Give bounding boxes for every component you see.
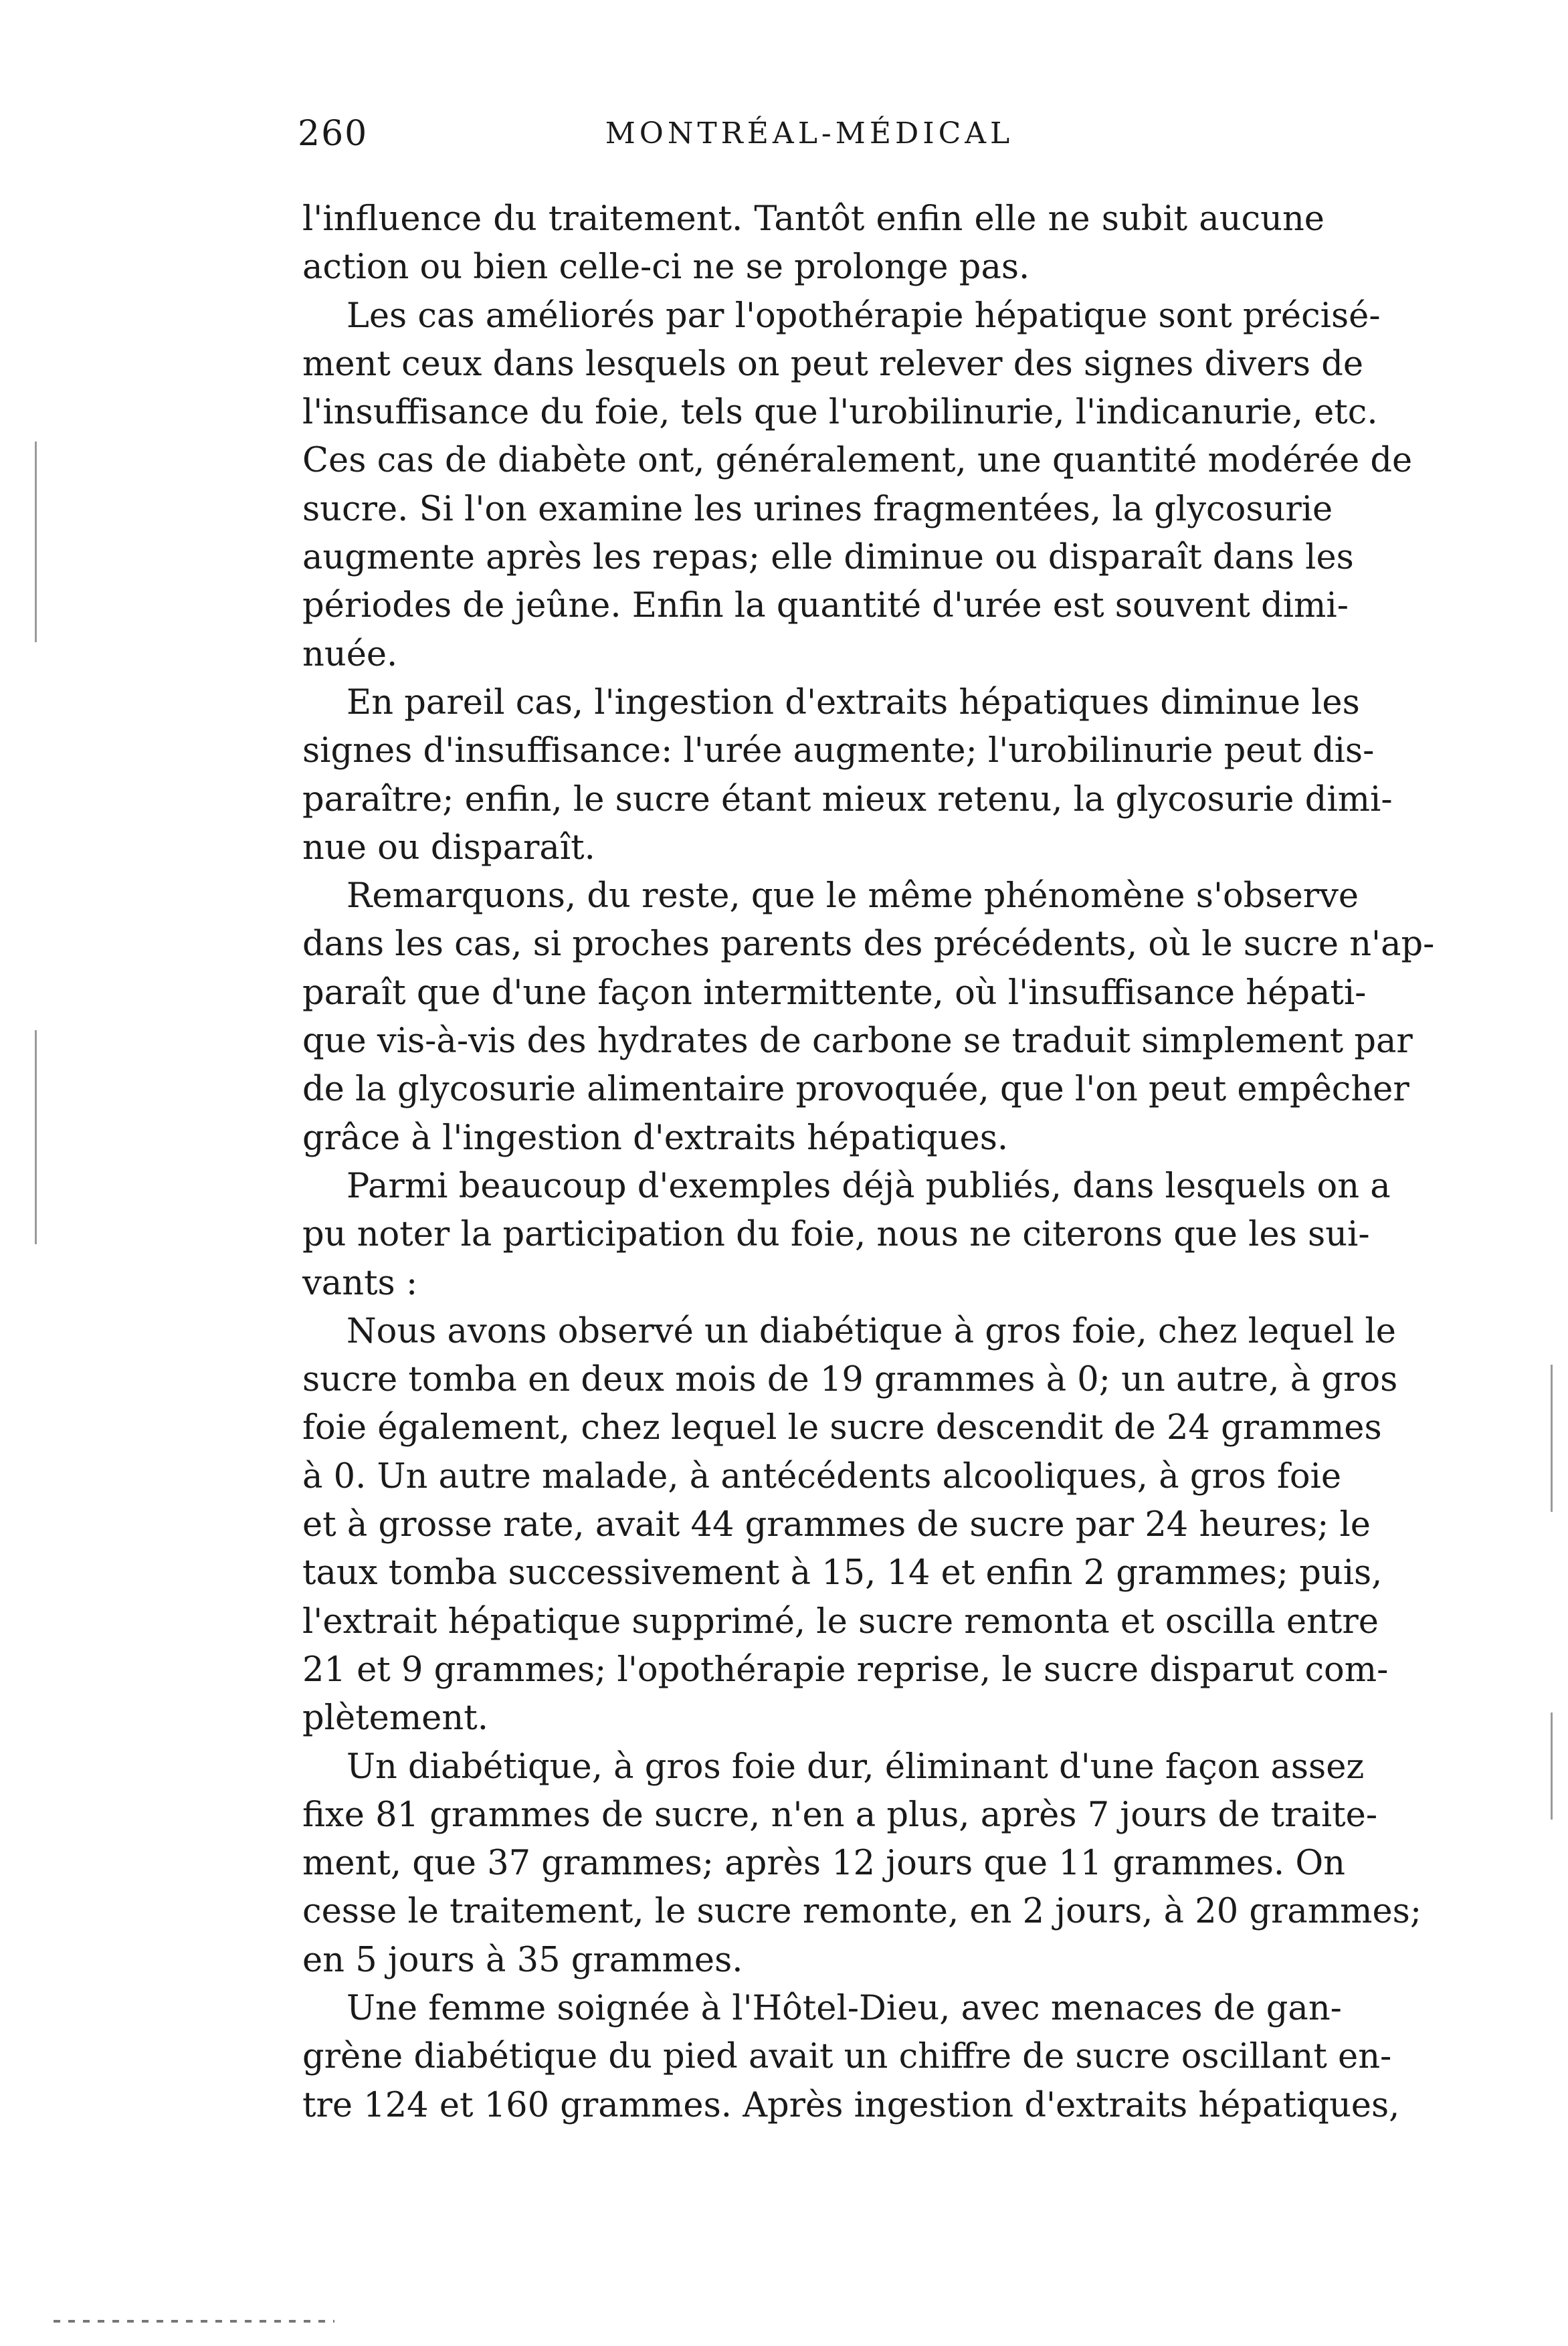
scan-margin-mark bbox=[1551, 1365, 1553, 1512]
text-line: nue ou disparaît. bbox=[302, 827, 595, 868]
text-line: l'extrait hépatique supprimé, le sucre remonta et oscilla entre bbox=[302, 1601, 1379, 1642]
text-line: paraît que d'une façon intermittente, où l'insuffisance hépati- bbox=[302, 973, 1367, 1013]
text-line: Ces cas de diabète ont, généralement, une quantité modérée de bbox=[302, 441, 1413, 481]
text-line: périodes de jeûne. Enfin la quantité d'urée est souvent dimi- bbox=[302, 586, 1349, 626]
text-line: grène diabétique du pied avait un chiffre de sucre oscillant en- bbox=[302, 2037, 1392, 2077]
text-line: plètement. bbox=[302, 1698, 488, 1739]
text-line: paraître; enfin, le sucre étant mieux retenu, la glycosurie dimi- bbox=[302, 779, 1393, 819]
scan-footer-mark bbox=[54, 2320, 334, 2323]
text-line: tre 124 et 160 grammes. Après ingestion d'extraits hépatiques, bbox=[302, 2085, 1400, 2125]
body-text bbox=[302, 195, 1435, 2130]
text-line: ment ceux dans lesquels on peut relever des signes divers de bbox=[302, 344, 1364, 384]
text-line: fixe 81 grammes de sucre, n'en a plus, après 7 jours de traite- bbox=[302, 1795, 1378, 1835]
text-line: Une femme soignée à l'Hôtel-Dieu, avec menaces de gan- bbox=[347, 1988, 1342, 2028]
text-line: taux tomba successivement à 15, 14 et enfin 2 grammes; puis, bbox=[302, 1553, 1383, 1593]
scan-margin-mark bbox=[35, 1030, 37, 1244]
paragraph bbox=[302, 1308, 1398, 1743]
scan-margin-mark bbox=[35, 442, 37, 642]
text-line: ment, que 37 grammes; après 12 jours que 11 grammes. On bbox=[302, 1844, 1346, 1884]
text-line: sucre. Si l'on examine les urines fragmentées, la glycosurie bbox=[302, 489, 1333, 529]
text-line: dans les cas, si proches parents des précédents, où le sucre n'ap- bbox=[302, 924, 1435, 965]
text-line: pu noter la participation du foie, nous ne citerons que les sui- bbox=[302, 1215, 1370, 1255]
paragraph bbox=[302, 872, 1435, 1163]
text-line: nuée. bbox=[302, 634, 398, 674]
paragraph bbox=[302, 195, 1325, 292]
text-line: de la glycosurie alimentaire provoquée, que l'on peut empêcher bbox=[302, 1070, 1409, 1110]
text-line: 21 et 9 grammes; l'opothérapie reprise, le sucre disparut com- bbox=[302, 1650, 1389, 1690]
scan-margin-mark bbox=[1551, 1713, 1553, 1820]
paragraph bbox=[302, 1743, 1422, 1985]
text-line: augmente après les repas; elle diminue ou disparaît dans les bbox=[302, 538, 1354, 578]
text-line: foie également, chez lequel le sucre descendit de 24 grammes bbox=[302, 1408, 1382, 1448]
page-number: 260 bbox=[298, 114, 369, 154]
text-line: grâce à l'ingestion d'extraits hépatiques. bbox=[302, 1118, 1009, 1158]
running-title: MONTRÉAL-MÉDICAL bbox=[605, 116, 1014, 151]
paragraph bbox=[302, 292, 1413, 679]
text-line: En pareil cas, l'ingestion d'extraits hépatiques diminue les bbox=[347, 682, 1360, 722]
text-line: vants : bbox=[302, 1263, 418, 1303]
text-line: l'insuffisance du foie, tels que l'urobilinurie, l'indicanurie, etc. bbox=[302, 393, 1378, 433]
text-line: Remarquons, du reste, que le même phénomène s'observe bbox=[347, 876, 1359, 916]
paragraph bbox=[302, 1163, 1391, 1308]
text-line: à 0. Un autre malade, à antécédents alcooliques, à gros foie bbox=[302, 1456, 1342, 1496]
paragraph bbox=[302, 1985, 1400, 2130]
text-line: signes d'insuffisance: l'urée augmente; l'urobilinurie peut dis- bbox=[302, 731, 1375, 771]
text-line: l'influence du traitement. Tantôt enfin elle ne subit aucune bbox=[302, 199, 1325, 239]
text-line: sucre tomba en deux mois de 19 grammes à 0; un autre, à gros bbox=[302, 1360, 1398, 1400]
text-line: que vis-à-vis des hydrates de carbone se traduit simplement par bbox=[302, 1021, 1413, 1062]
paragraph bbox=[302, 679, 1393, 872]
text-line: et à grosse rate, avait 44 grammes de sucre par 24 heures; le bbox=[302, 1505, 1371, 1545]
text-line: Un diabétique, à gros foie dur, éliminant d'une façon assez bbox=[347, 1747, 1365, 1787]
text-line: cesse le traitement, le sucre remonte, en 2 jours, à 20 grammes; bbox=[302, 1892, 1422, 1932]
text-line: Nous avons observé un diabétique à gros foie, chez lequel le bbox=[347, 1311, 1396, 1351]
text-line: Parmi beaucoup d'exemples déjà publiés, dans lesquels on a bbox=[347, 1166, 1391, 1206]
text-line: action ou bien celle-ci ne se prolonge pas. bbox=[302, 248, 1030, 288]
page-header bbox=[298, 114, 1321, 161]
text-line: Les cas améliorés par l'opothérapie hépatique sont précisé- bbox=[347, 296, 1381, 336]
text-line: en 5 jours à 35 grammes. bbox=[302, 1940, 743, 1980]
